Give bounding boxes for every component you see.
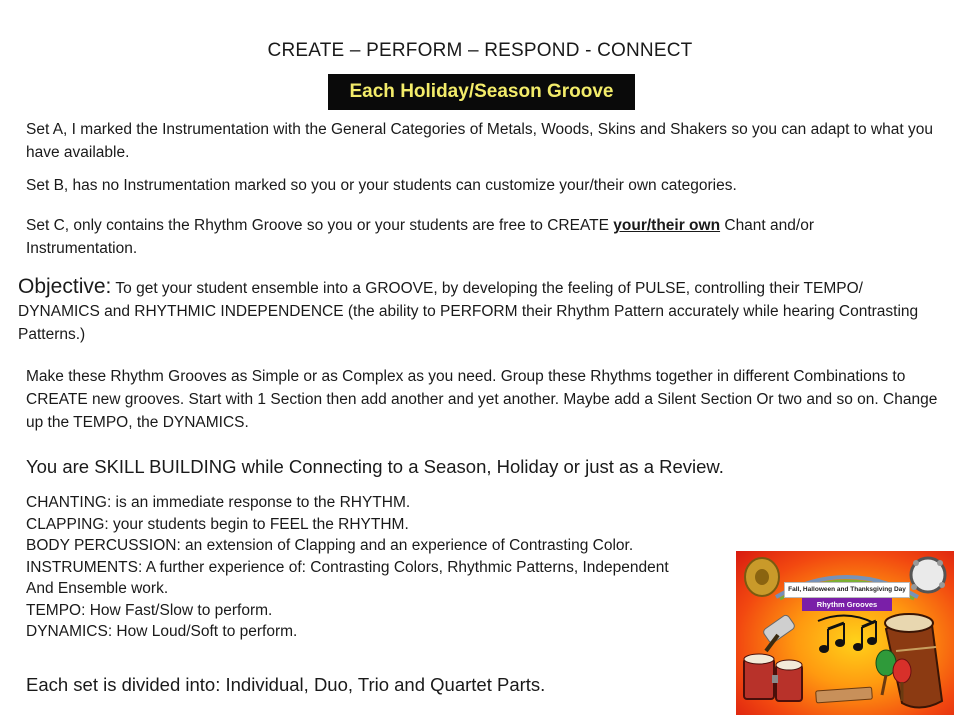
rhythm-grooves-graphic (736, 551, 954, 715)
list-item: CHANTING: is an immediate response to the RHYTHM. (26, 494, 411, 511)
list-item: BODY PERCUSSION: an extension of Clapping and an experience of Contrasting Color. (26, 537, 634, 554)
graphic-subtitle: Rhythm Grooves (802, 598, 892, 611)
set-c-underlined: your/their own (613, 217, 721, 234)
skill-building-heading: You are SKILL BUILDING while Connecting to a Season, Holiday or just as a Review. (26, 456, 724, 477)
make-grooves-paragraph: Make these Rhythm Grooves as Simple or as Complex as you need. Group these Rhythms together in different Combinations to CREATE new grooves. Start with 1 Section then add another and yet another. Maybe add a Silent Section Or two and so on. Change up the TEMPO, the DYNAMICS. (26, 368, 938, 431)
set-a-text: Set A, I marked the Instrumentation with the General Categories of Metals, Woods, Skins and Shakers so you can adapt to what you have available. (26, 121, 933, 161)
list-item: TEMPO: How Fast/Slow to perform. (26, 601, 273, 619)
set-c-text-start: Set C, only contains the Rhythm Groove so you or your students are free to CREATE (26, 217, 614, 234)
bongo-drums-icon (744, 654, 802, 701)
title-banner (328, 74, 635, 110)
tambourine-icon (911, 558, 945, 592)
objective-text: To get your student ensemble into a GROOVE, by developing the feeling of PULSE, controlling their TEMPO/ DYNAMICS and RHYTHMIC INDEPENDENCE (the ability to PERFORM their Rhythm Pattern accurately while hearing Contrasting Patterns.) (18, 280, 919, 343)
gong-icon (745, 558, 779, 596)
list-item: CLAPPING: your students begin to FEEL the RHYTHM. (26, 515, 409, 533)
set-c-text-end: Chant and/or Instrumentation. (26, 217, 814, 257)
skills-list (26, 492, 746, 643)
list-item: And Ensemble work. (26, 580, 169, 597)
percussion-illustration (736, 551, 954, 715)
music-notes-icon (818, 615, 877, 653)
cabasa-icon (762, 614, 796, 651)
list-item: INSTRUMENTS: A further experience of: Contrasting Colors, Rhythmic Patterns, Independent (26, 558, 669, 576)
set-b-text: Set B, has no Instrumentation marked so you or your students can customize your/their own categories. (26, 177, 737, 194)
closing-text: Each set is divided into: Individual, Duo, Trio and Quartet Parts. (26, 674, 546, 695)
objective-label: Objective: (18, 275, 112, 298)
objective-paragraph (18, 275, 948, 346)
banner-text: Each Holiday/Season Groove (349, 81, 614, 102)
list-item: DYNAMICS: How Loud/Soft to perform. (26, 623, 298, 640)
wood-block-icon (816, 687, 873, 703)
graphic-title: Fall, Halloween and Thanksgiving Day (784, 582, 910, 598)
page-title: CREATE – PERFORM – RESPOND - CONNECT (267, 40, 693, 61)
set-c-text (26, 214, 906, 260)
